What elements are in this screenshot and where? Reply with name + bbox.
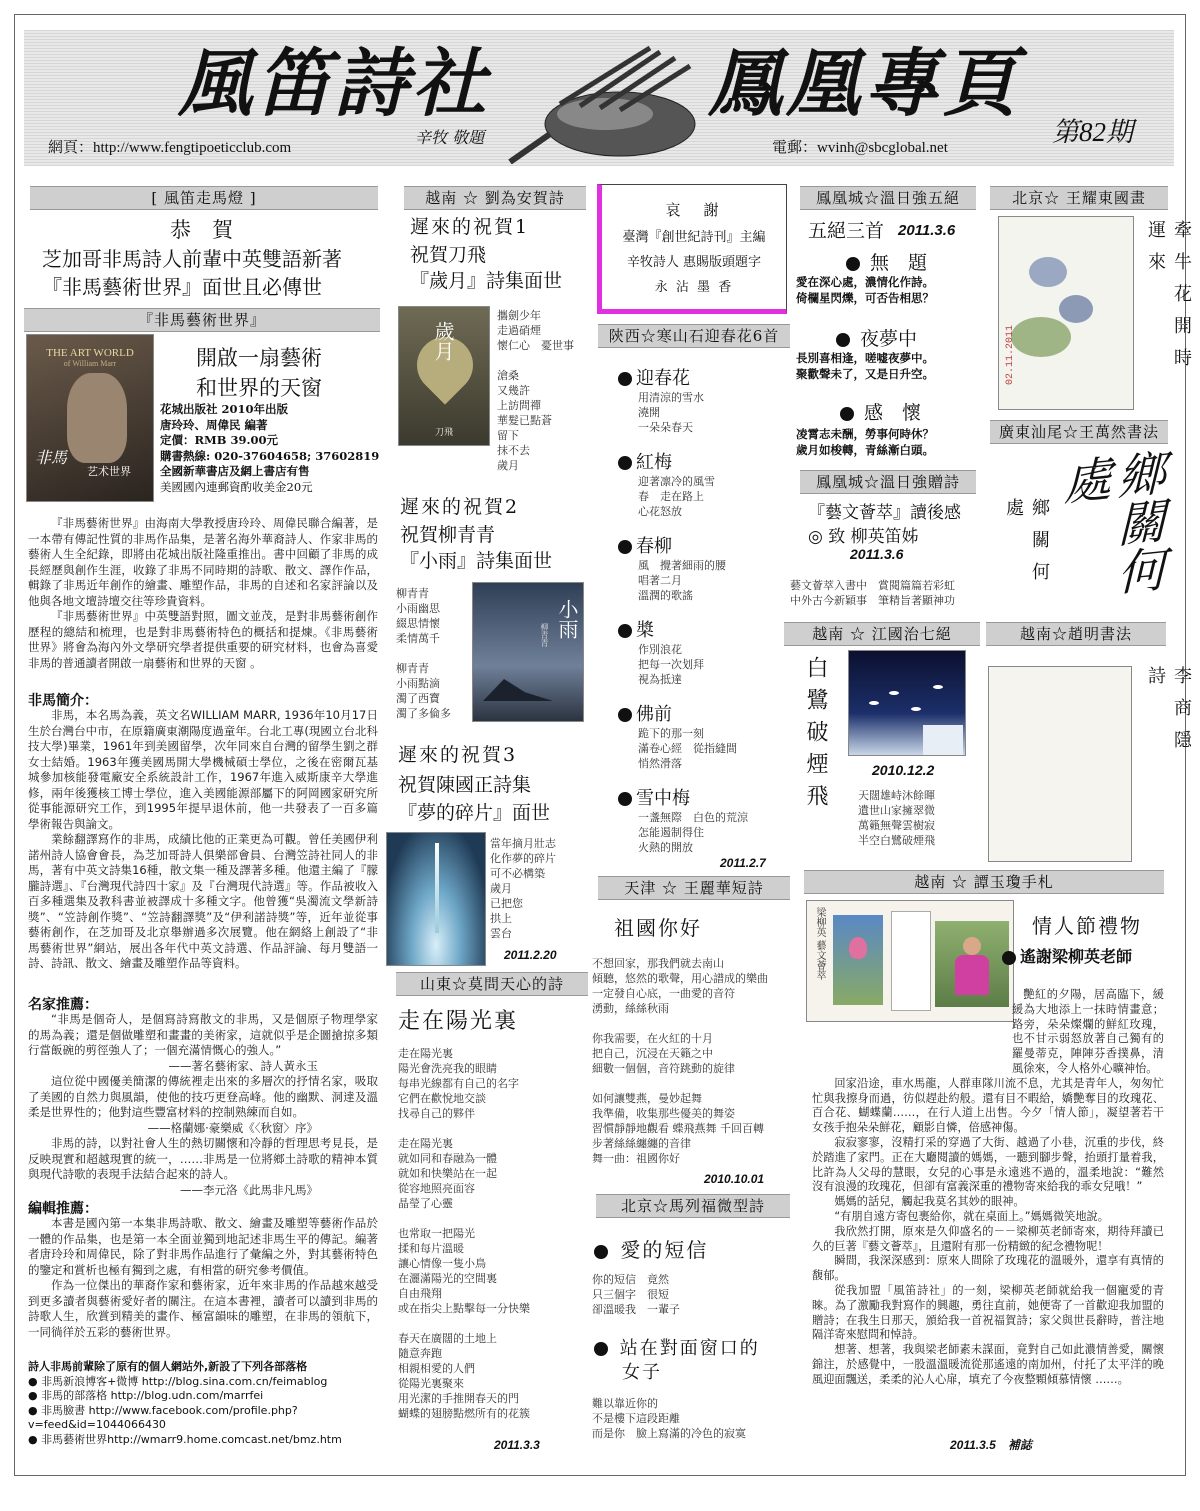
- book-2-author: 柳青青: [540, 623, 549, 647]
- poem-line: 萬籟無聲雲樹寂: [858, 819, 935, 832]
- section-bar-jiang-guozhi: 越南 ☆ 江國治七絕: [784, 622, 980, 646]
- poem-line: 已把您: [490, 897, 523, 910]
- calligraphy-signature: 辛牧 敬題: [415, 128, 485, 147]
- poem-line: 拱上: [490, 912, 512, 925]
- poem-line: 當年摘月壯志: [490, 837, 556, 850]
- blog-link[interactable]: ● 非馬臉書 http://www.facebook.com/profile.php?: [28, 1403, 298, 1417]
- pub-line: 唐玲玲、周偉民 編著: [160, 417, 268, 432]
- section-bar-zhao-ming: 越南☆趙明書法: [986, 622, 1166, 646]
- poem-line: 半空白鷺破煙飛: [858, 834, 935, 847]
- editor-paragraph: 本書是國內第一本集非馬詩歌、散文、繪畫及雕塑等藝術作品於一體的作品集，也是第一本全面並獨到地記述非馬生平的傳記。編著者唐玲玲和周偉民，除了對非馬作品進行了彙編之外，對其藝術特色的鑒定和賞析也極有獨到之處，有相當的研究參考價值。: [28, 1216, 378, 1277]
- poem-line: 走過硝煙: [497, 324, 541, 337]
- poem-line: 溫潤的歌謠: [638, 589, 693, 602]
- poem-line: 濁了多倫多: [396, 707, 451, 720]
- blog-link[interactable]: v=feed&id=1044066430: [28, 1418, 166, 1431]
- poem-line: 揉和每片溫暖: [398, 1242, 464, 1255]
- calligraphy-strokes: [997, 677, 1125, 853]
- poem-line: 卻溫暖我 一輩子: [592, 1303, 680, 1316]
- bullet-icon: [594, 1245, 608, 1259]
- poem-line: 怎能遏制得住: [638, 826, 704, 839]
- greeting-1-line-a: 祝賀刀飛: [410, 244, 487, 266]
- essay-paragraph: 寂寂寥寥，沒精打采的穿過了大街、越過了小巷，沉重的步伐，終於踏進了家門。正在大廳閱讀的媽媽，一聽到腳步聲，抬頭打量着我，比許為人父母的慧眼，女兒的心事是永遠逃不過的，溫柔地說：“難然沒有浪漫的玫瑰花，但卻有富義深重的禮物寄來給我的乖女兒哦！”: [812, 1135, 1164, 1194]
- motherland-title: 祖國你好: [614, 916, 702, 940]
- publication-info: [160, 402, 380, 495]
- essay-paragraph: 我欣然打開，原來是久仰盛名的－－梁柳英老師寄來，期待拜讀已久的巨著『藝文薈萃』，且還附有那一份精緻的紀念禮物呢！: [812, 1224, 1164, 1253]
- poem-line: 凌霄志未酬，勞事何時休？: [796, 427, 934, 441]
- poem-line: 跪下的那一刻: [638, 727, 704, 740]
- poem-line: 遺世山家擁翠微: [858, 804, 935, 817]
- bullet-icon: [594, 1342, 608, 1356]
- greeting-1-line-b: 『歲月』詩集面世: [410, 270, 563, 292]
- poem-block: [618, 700, 788, 784]
- poem-line: 用光潔的手推開春天的門: [398, 1392, 519, 1405]
- bullet-icon: [840, 407, 854, 421]
- thanks-line: 臺灣『創世紀詩刊』主編: [622, 230, 766, 245]
- poem-line: 不想回家，那我們就去南山: [592, 957, 724, 970]
- pub-line: 購書熱線: 020-37604658; 37602819: [160, 448, 380, 463]
- thanks-line: 辛牧詩人 惠賜版頭題字: [626, 255, 762, 270]
- headline-2: 『非馬藝術世界』面世且必傳世: [42, 275, 322, 299]
- poem-line: 風 攪著細雨的腰: [638, 559, 726, 572]
- poem-line: 從容地照亮面容: [398, 1182, 475, 1195]
- poem-line: 舞一曲：祖國你好: [592, 1152, 680, 1165]
- sunshine-poem: [398, 1046, 588, 1421]
- cover-cn-title: 艺术世界: [87, 465, 131, 478]
- poem-line: 春 走在路上: [638, 490, 704, 503]
- poem-title: 春柳: [636, 536, 672, 557]
- boat-shape: [483, 679, 553, 701]
- poem-gap: [398, 1211, 588, 1226]
- morning-glory-vertical-title: 牽牛花開時運來: [1145, 220, 1192, 380]
- poem-line: 柳青青: [396, 587, 429, 600]
- egret-poem: [858, 788, 984, 848]
- window-woman-poem: [592, 1396, 788, 1441]
- thanks-line: 永 沾 墨 香: [654, 280, 734, 295]
- poem-line: 而是你 臉上寫滿的冷色的寂寞: [592, 1427, 746, 1440]
- poem-gap: [592, 1016, 792, 1031]
- dream-fragments-book-cover: [386, 832, 486, 966]
- egret-date: 2010.12.2: [872, 762, 935, 778]
- poem-line: 蝴蝶的翅膀點燃所有的花簇: [398, 1407, 530, 1420]
- poem-title: 佛前: [636, 704, 672, 725]
- poem-block: [618, 616, 788, 700]
- valentine-subtitle: 遙謝梁柳英老師: [1020, 947, 1133, 966]
- poem-line: 或在指尖上點擊每一分快樂: [398, 1302, 530, 1315]
- poem-line: 華髮已點蒼: [497, 414, 552, 427]
- poem-line: 把自己，沉浸在天籟之中: [592, 1047, 713, 1060]
- poem-line: 雲台: [490, 927, 512, 940]
- bio-paragraph: 非馬，本名馬為義，英文名WILLIAM MARR, 1936年10月17日生於台灣台中市，在原籍廣東潮陽度過童年。台北工專(現國立台北科技大學)畢業，1961年到美國留學，次年同來自台灣的留學生劉之群女士結婚。1963年獲美國馬開大學機械碩士學位，之後在密爾瓦基城參加核能發電廠安全系統設計工作，1967年進入威斯康辛大學進修，兩年後獲核工博士學位，進入美國能源部屬下的阿岡國家研究所從事能源研究工作，到1995年提早退休前，他一共發表了一百多篇學術報告與論文。: [28, 708, 378, 831]
- poem-line: 滿卷心經 從指縫間: [638, 742, 737, 755]
- essay-paragraph: 媽媽的話兒，觸起我莫名其妙的眼神。: [834, 1195, 1025, 1209]
- section-bar-wang-wanran: 廣東汕尾☆王萬然書法: [990, 420, 1168, 444]
- poem-gap: [592, 1076, 792, 1091]
- headline-1: 芝加哥非馬詩人前輩中英雙語新著: [42, 247, 342, 271]
- poem-line: 悄然滑落: [638, 757, 682, 770]
- editor-heading: 編輯推薦：: [28, 1201, 98, 1217]
- bullet-icon: [836, 333, 850, 347]
- cover-subtitle: of William Marr: [63, 359, 117, 368]
- greeting-2-line-b: 『小雨』詩集面世: [400, 550, 553, 572]
- title-left: 風笛詩社: [178, 41, 490, 127]
- date-stamp: 02.11.2011: [1005, 324, 1016, 385]
- poem-2: [396, 586, 476, 721]
- poem-line: 湧動，絲絲秋雨: [592, 1002, 669, 1015]
- li-shangyin-vertical-title: 李商隱詩: [1145, 666, 1192, 762]
- poem-3: [490, 836, 588, 941]
- window-woman-title-text: 站在對面窗口的: [619, 1338, 760, 1359]
- poem-line: 小雨幽思: [396, 602, 440, 615]
- title-right: 鳳凰專頁: [708, 41, 1020, 127]
- poem-line: 步著絲絲纏纏的音律: [592, 1137, 691, 1150]
- flower-icon: [1029, 257, 1067, 287]
- bullet-icon: [618, 708, 632, 722]
- poem-line: 作別浪花: [638, 643, 682, 656]
- essay-paragraph: 艷紅的夕陽，居高臨下，緩緩為大地添上一抹時情畫意；路旁，朵朵燦爛的鮮紅玫瑰，也不甘示弱怒放著自己獨有的羅曼蒂克，陣陣芬香撲鼻，清風徐來，令人格外心曠神怡。: [1012, 988, 1164, 1075]
- section-bar-tan-yuqiong: 越南 ☆ 譚玉瓊手札: [804, 870, 1164, 894]
- essay-paragraph: 瞬間，我深深感到：原來人間除了玫瑰花的溫暖外，還享有真情的馥郁。: [812, 1254, 1164, 1283]
- section-bar-mo-wen: 山東☆莫問天心的詩: [396, 972, 588, 996]
- egret-photo: [848, 650, 966, 756]
- blog-links: [28, 1360, 378, 1447]
- greeting-3-line-b: 『夢的碎片』面世: [398, 802, 551, 824]
- open-window-1: 開啟一扇藝術: [196, 346, 322, 370]
- book-1-author: 刀飛: [435, 428, 454, 438]
- date-3: 2011.2.20: [504, 948, 557, 962]
- poem-gap: [398, 1121, 588, 1136]
- poem-line: 倚欄星閃爍，可否告相思？: [796, 291, 934, 305]
- poem-line: 藝文薈萃入書中 賞閱篇篇若彩虹: [790, 579, 955, 592]
- poem-line: 一盞無際 白色的荒涼: [638, 811, 748, 824]
- hometown-calligraphy: 鄉關何處: [1055, 447, 1165, 598]
- poem-block: [618, 532, 788, 616]
- poem-night-dream: [796, 350, 986, 382]
- bio-paragraph: 業餘翻譯寫作的非馬，成績比他的正業更為可觀。曾任美國伊利諾州詩人協會會長，為芝加哥詩人俱樂部會員、台灣笠詩社同人的非馬，著有中英文詩集16種，散文集一種及譯著多種。他還主編了『朦朧詩選』、『台灣現代詩四十家』及『台灣現代詩選』等。作品被收入百多種選集及教科書並被譯成十多種文字。他曾獲“吳濁流文學新詩獎”、“笠詩創作獎”、“笠詩翻譯獎”及“伊利諾詩獎”等，近年並從事藝術創作，在芝加哥及北京舉辦過多次展覽。他在網絡上創設了“非馬藝術世界”網站，展出各年代中英文詩選、作品評論、每月雙語一詩、詩訊、散文、繪畫及雕塑作品等資料。: [28, 832, 378, 970]
- light-beam: [435, 843, 439, 933]
- spring-poems: [618, 364, 788, 868]
- poem-line: 火熱的開放: [638, 841, 693, 854]
- poem-line: 春天在廣闊的土地上: [398, 1332, 497, 1345]
- poem-line: 你的短信 竟然: [592, 1273, 669, 1286]
- poem-line: 你我需要，在火紅的十月: [592, 1032, 713, 1045]
- pub-line: 定價：RMB 39.00元: [160, 433, 279, 447]
- recommend-author: ——格蘭娜·豪樂威《〈秋窗〉序》: [147, 1120, 318, 1135]
- thanks-title: 哀 謝: [665, 201, 723, 219]
- poem-title: 無 題: [870, 252, 928, 274]
- poem-line: 中外古今新穎事 筆精旨著顯神功: [790, 594, 955, 607]
- poem-title: 迎春花: [636, 368, 690, 389]
- poem-line: 相親相愛的人們: [398, 1362, 475, 1375]
- greeting-1-title: 遲來的祝賀1: [410, 216, 530, 238]
- poem-line: 走在陽光裏: [398, 1047, 453, 1060]
- poem-line: 滄桑: [497, 369, 519, 382]
- poem-title: 感 懷: [864, 402, 922, 424]
- leaf-icon: [1011, 317, 1071, 357]
- poem-line: 找尋自己的夥伴: [398, 1107, 475, 1120]
- sui-yue-book-cover: [398, 306, 490, 446]
- book-2-title: 小雨: [555, 599, 579, 639]
- poem-line: 用清涼的雪水: [638, 391, 704, 404]
- poem-line: 愛在深心處，濃情化作詩。: [796, 275, 934, 289]
- valentine-title: 情人節禮物: [1032, 914, 1142, 938]
- pub-line: 全國新華書店及網上書店有售: [160, 464, 310, 478]
- recommend-author: ——著名藝術家、詩人黃永玉: [168, 1058, 318, 1073]
- email-text: 電郵：wvinh@sbcglobal.net: [772, 140, 948, 156]
- window-woman-title: [594, 1334, 760, 1360]
- blog-link[interactable]: ● 非馬藝術世界http://wmarr9.home.comcast.net/bmz.htm: [28, 1432, 342, 1446]
- recommend-paragraph: 非馬的詩，以對社會人生的熱切關懷和冷靜的哲理思考見長，是反映現實和超越現實的統一，……非馬是一位將鄉土詩歌的精神本質與現代詩歌的表現手法結合起來的詩人。: [28, 1136, 378, 1181]
- window-woman-title-2: 女子: [622, 1362, 662, 1383]
- poem-untitled: [796, 274, 986, 306]
- blog-link[interactable]: ● 非馬的部落格 http://blog.udn.com/marrfei: [28, 1389, 264, 1402]
- intro-text: [28, 516, 378, 671]
- poem-line: 歲月: [490, 882, 512, 895]
- recommend-paragraph: “非馬是個奇人，是個寫詩寫散文的非馬，又是個原子物理學家的馬為義；還是個做雕塑和畫畫的美術家，這就似乎是企圖搶掠多類行當飯碗的剪徑強人了；一個充滿情慨心的強人。”: [28, 1012, 378, 1057]
- editor-text: [28, 1216, 378, 1340]
- poem-line: 它們在歡悅地交談: [398, 1092, 486, 1105]
- poem-line: 就如和快樂站在一起: [398, 1167, 497, 1180]
- flower-icon: [1059, 295, 1093, 323]
- poem-line: 唱著二月: [638, 574, 682, 587]
- poem-line: 細數一個個，音符跳動的旋律: [592, 1062, 735, 1075]
- editor-paragraph: 作為一位傑出的華裔作家和藝術家，近年來非馬的作品越來越受到更多讀者與藝術愛好者的關注。在這本書裡，讀者可以讀到非馬的詩歌人生，欣賞到精美的畫作、極富韻味的雕塑，在非馬的領航下，一同徜徉於五彩的藝術世界。: [28, 1278, 378, 1339]
- essay-paragraph: 想著、想著，我與梁老師素未謀面，竟對自己如此濃情善愛，關懷錦注，於感覺中，一股溫溫暖流從那遙遠的南加州，付托了太平洋的晚風迎面飄送，柔柔的沁人心扉，填充了今夜整顆傾慕情懷 ……。: [812, 1343, 1164, 1386]
- poem-line: 晶瑩了心靈: [398, 1197, 453, 1210]
- motherland-date: 2010.10.01: [704, 1172, 765, 1186]
- five-char-title: 五絕三首: [808, 220, 885, 242]
- poem-line: 柔情萬千: [396, 632, 440, 645]
- greeting-2-title: 遲來的祝賀2: [400, 496, 520, 518]
- poem-line: 澆開: [638, 406, 660, 419]
- greeting-2-line-a: 祝賀柳青青: [400, 524, 496, 546]
- lotus-icon: [849, 937, 867, 959]
- poem-line: 也常取一把陽光: [398, 1227, 475, 1240]
- poem-line: 天闊雄峙沐餘暉: [858, 789, 935, 802]
- poem-line: 我準備，收集那些優美的舞姿: [592, 1107, 735, 1120]
- essay-paragraph: 從我加盟「風笛詩社」的一刻，梁柳英老師就給我一個寵愛的青睞。為了激勵我對寫作的興趣，勇往直前，她便寄了一首歡迎我加盟的贈詩；在我生日那天，頒給我一首祝福賀詩；家父與世長辭時，普注地隔洋寄來慰問和悼詩。: [812, 1283, 1164, 1342]
- poem-gap: [497, 353, 587, 368]
- poem-line: 就如同和春融為一體: [398, 1152, 497, 1165]
- essay-paragraph: 回家沿途，車水馬龍，人群車隊川流不息，尤其是青年人，匆匆忙忙與我擦身而過，彷似趕赴約般。還有目不暇給，嬌艷奪目的玫瑰花、百合花、蝴蝶蘭……，在行人道上出售。今夕「情人節」，凝望著若干女孩手抱朵朵鮮花，顧影自憐，倍感神傷。: [812, 1076, 1164, 1135]
- bullet-icon: [846, 257, 860, 271]
- poem-title: 槳: [636, 620, 654, 641]
- bullet-icon: [618, 372, 632, 386]
- egret-vertical-title: 白鷺破煙飛: [803, 656, 828, 816]
- pub-line: 花城出版社 2010年出版: [160, 402, 289, 416]
- bagpipe-icon: [500, 44, 710, 164]
- poem-gap: [396, 646, 476, 661]
- blog-links-heading: 詩人非馬前輩除了原有的個人網站外,新設了下列各部落格: [28, 1360, 308, 1373]
- poem-line: 傾聽，悠然的歌聲，用心譜成的樂曲: [592, 972, 768, 985]
- book-1-title: 歲月: [431, 321, 455, 361]
- poem-gap: [398, 1316, 588, 1331]
- poem-line: 歲月: [497, 459, 519, 472]
- open-window-2: 和世界的天窗: [196, 376, 322, 400]
- poem-line: 一朵朵春天: [638, 421, 693, 434]
- love-sms-title: [594, 1234, 708, 1263]
- bullet-icon: [1002, 951, 1016, 965]
- poem-line: 抹不去: [497, 444, 530, 457]
- li-shangyin-calligraphy: [988, 666, 1132, 862]
- painting-inscription: [1103, 287, 1117, 377]
- cover-title: THE ART WORLD: [46, 347, 134, 359]
- poem-block: [618, 448, 788, 532]
- poem-title: 雪中梅: [636, 788, 690, 809]
- poem-line: 攜劍少年: [497, 309, 541, 322]
- essay-paragraph: “有朋自遠方寄包裹給你，就在桌面上。”媽媽微笑地說。: [834, 1209, 1109, 1223]
- poem-line: 把每一次划拜: [638, 658, 704, 671]
- issue-number: 第82期: [1052, 117, 1133, 147]
- poem-line: 隨意奔跑: [398, 1347, 442, 1360]
- bullet-icon: [618, 540, 632, 554]
- poem-line: 上訪問禪: [497, 399, 541, 412]
- poem-line: 濁了西寶: [396, 692, 440, 705]
- congrats-heading: 恭 賀: [170, 218, 233, 242]
- art-world-book-cover: [26, 334, 154, 502]
- gift-poem-title: 『藝文薈萃』讀後感: [808, 503, 961, 523]
- bullet-icon: [618, 456, 632, 470]
- poem-line: 視為抵達: [638, 673, 682, 686]
- poem-line: 小雨點滴: [396, 677, 440, 690]
- intro-paragraph: 『非馬藝術世界』由海南大學教授唐玲玲、周偉民聯合編著，是一本帶有傳記性質的非馬作品集，是著名海外華裔詩人、作家非馬的藝術人生全紀錄，即將由花城出版社隆重推出。書中回顧了非馬的成長經歷與創作生涯，收錄了非馬不同時期的詩歌、散文、譯作作品，輯錄了非馬近年創作的繪畫、雕塑作品，非馬的自述和名家評論以及他與各地文壇詩壇交往等珍貴資料。: [28, 516, 378, 608]
- section-bar-wen-gift-poem: 鳳凰城☆溫日強贈詩: [800, 470, 976, 494]
- section-bar-art-world: 『非馬藝術世界』: [24, 308, 380, 332]
- xiao-yu-book-cover: [472, 582, 584, 722]
- section-bar-wen-riqiang: 鳳凰城☆溫日強五絕: [800, 186, 976, 210]
- poem-line: 陽光會洗亮我的眼睛: [398, 1062, 497, 1075]
- avatar: [963, 937, 981, 955]
- bio-heading: 非馬簡介：: [28, 693, 98, 709]
- greeting-3-title: 遲來的祝賀3: [398, 744, 518, 766]
- poem-line: 不是樓下這段距離: [592, 1412, 680, 1425]
- poem-line: 走在陽光裏: [398, 1137, 453, 1150]
- motherland-poem: [592, 956, 792, 1166]
- poem-line: 綴思情懷: [396, 617, 440, 630]
- section-bar-horse-lantern: [ 風笛走馬燈 ]: [30, 186, 378, 210]
- intro-paragraph: 『非馬藝術世界』中英雙語對照，圖文並茂，是對非馬藝術創作歷程的總結和梳理，也是對非馬藝術特色的概括和提煉。《非馬藝術世界》將會為海內外文學研究學者提供重要的研究材料，也會為喜愛非馬的普通讀者開啟一扇藝術和世界的天窗 。: [28, 609, 378, 670]
- poem-line: 化作夢的碎片: [490, 852, 556, 865]
- recommend-text: [28, 1012, 378, 1198]
- poem-line: 如何讓雙燕，曼妙起舞: [592, 1092, 702, 1105]
- poem-line: 柳青青: [396, 662, 429, 675]
- spring-date: 2011.2.7: [720, 856, 766, 870]
- valentine-essay: [812, 988, 1164, 1388]
- pub-line: 美國國內連郵資酌收美金20元: [160, 479, 313, 494]
- love-sms-title-text: 愛的短信: [620, 1238, 709, 1262]
- gift-poem: [790, 578, 986, 608]
- poem-line: 迎著凛冷的風雪: [638, 475, 715, 488]
- poem-line: 心花怒放: [638, 505, 682, 518]
- poem-line: 習慣靜靜地觀看 蝶飛燕舞 千回百轉: [592, 1122, 764, 1135]
- poem-line: 又幾許: [497, 384, 530, 397]
- poem-line: 自由飛翔: [398, 1287, 442, 1300]
- recommend-heading: 名家推薦：: [28, 997, 98, 1013]
- poem-line: 只三個字 很短: [592, 1288, 669, 1301]
- gift-poem-date: 2011.3.6: [850, 546, 904, 562]
- poem-line: 歲月如梭轉，青絲漸白頭。: [796, 443, 934, 457]
- thanks-box: [597, 184, 787, 314]
- hometown-vertical-title: 鄉關何處: [1003, 498, 1050, 594]
- gift-poem-subtitle: ◎ 致 柳英笛姊: [808, 527, 919, 547]
- bust-sculpture: [67, 373, 127, 463]
- blog-link[interactable]: ● 非馬新浪博客+微博 http://blog.sina.com.cn/feimablog: [28, 1374, 328, 1388]
- bullet-icon: [618, 792, 632, 806]
- morning-glory-painting: [998, 216, 1134, 410]
- valentine-date: 2011.3.5 補誌: [950, 1438, 1032, 1452]
- love-sms-poem: [592, 1272, 782, 1317]
- section-bar-ma-liefu: 北京☆馬列福微型詩: [596, 1194, 790, 1218]
- poem-line: 聚歡聲未了，又是日升空。: [796, 367, 934, 381]
- poem-line: 一定發自心底，一曲愛的音符: [592, 987, 735, 1000]
- section-bar-han-shan-shi: 陝西☆寒山石迎春花6首: [598, 324, 790, 348]
- poem-line: 可不必構築: [490, 867, 545, 880]
- sunshine-title: 走在陽光裏: [398, 1009, 519, 1034]
- poem-block: [618, 364, 788, 432]
- greeting-3-line-a: 祝賀陳國正詩集: [398, 774, 532, 796]
- bullet-icon: [618, 624, 632, 638]
- bio-text: [28, 708, 378, 972]
- poem-line: 留下: [497, 429, 519, 442]
- sunshine-date: 2011.3.3: [494, 1438, 540, 1452]
- poem-line: 每串光線都有自己的名字: [398, 1077, 519, 1090]
- section-bar-wang-yaodong: 北京☆ 王耀東國畫: [990, 186, 1168, 210]
- recommend-paragraph: 這位從中國優美簡潔的傳統裡走出來的多層次的抒情名家，吸取了美國的自然力與風韻，使他的技巧更登高峰。他的幽默、洞達及溫柔是世界性的；他對這些豐富材料的控制熟練而自如。: [28, 1074, 378, 1119]
- five-char-date: 2011.3.6: [898, 222, 956, 239]
- section-bar-wang-lihua: 天津 ☆ 王麗華短詩: [598, 876, 790, 900]
- poem-line: 讓心情像一隻小鳥: [398, 1257, 486, 1270]
- poem-line: 難以靠近你的: [592, 1397, 658, 1410]
- poem-line: 在灑滿陽光的空間裏: [398, 1272, 497, 1285]
- poem-line: 懷仁心 憂世事: [497, 339, 574, 352]
- website-text: 網頁：http://www.fengtipoeticclub.com: [48, 140, 292, 156]
- recommend-author: ——李元洛《此馬非凡馬》: [180, 1182, 318, 1197]
- section-bar-liu-weian: 越南 ☆ 劉為安賀詩: [404, 186, 586, 210]
- poem-line: 長別喜相逢，嗟嘘夜夢中。: [796, 351, 934, 365]
- poem-feelings: [796, 426, 986, 458]
- poem-line: 從陽光裏聚來: [398, 1377, 464, 1390]
- book-label: 梁柳英 藝文薈萃: [814, 907, 825, 981]
- poem-1: [497, 308, 587, 473]
- cover-signature: 非馬: [35, 448, 68, 467]
- poem-title: 紅梅: [636, 452, 672, 473]
- poem-title: 夜夢中: [860, 328, 918, 350]
